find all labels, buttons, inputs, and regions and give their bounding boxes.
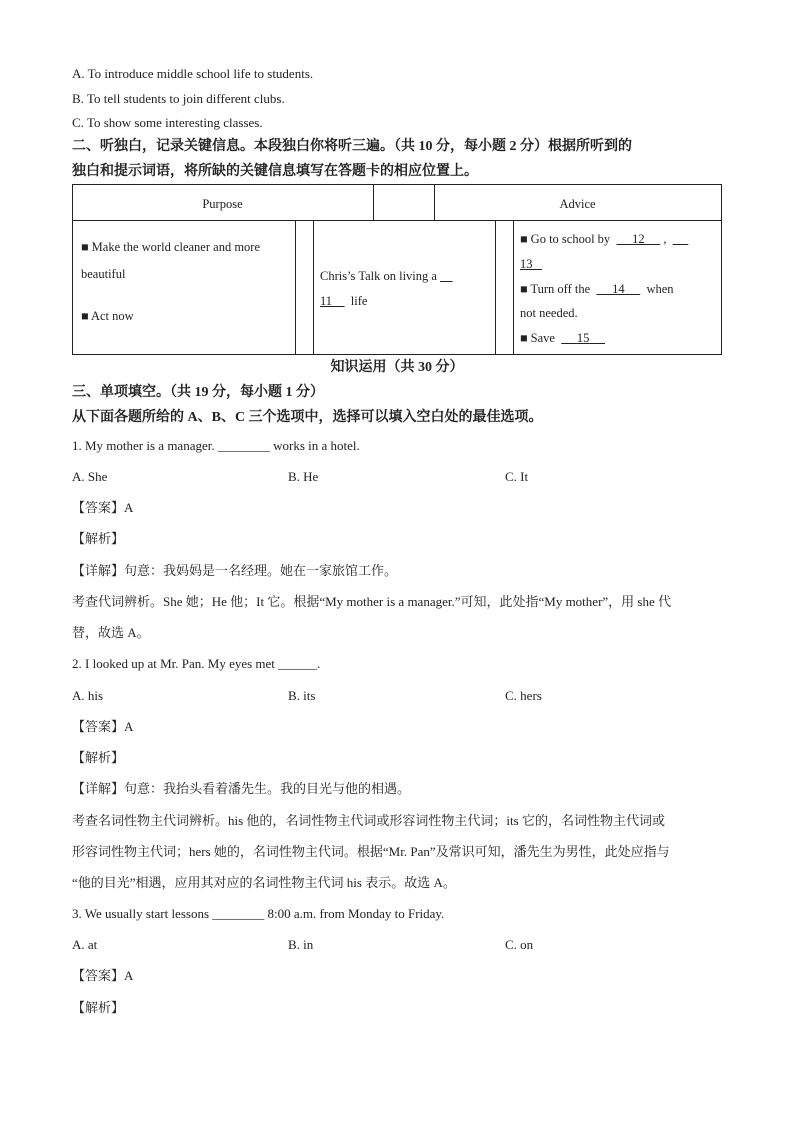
question-2-detail-2: 考查名词性物主代词辨析。his 他的，名词性物主代词或形容词性物主代词；its 它的，名词性物主代词或 [72,813,665,828]
blank-12 [616,232,660,246]
advice-item-2-when: when [646,282,674,296]
table-header-advice: Advice [559,197,596,211]
question-1-detail-3: 替，故选 A。 [72,625,150,640]
purpose-item-1-line2: beautiful [81,267,126,281]
question-1-stem: 1. My mother is a manager. ________ works in a hotel. [72,438,360,453]
middle-title-line1 [320,268,453,284]
question-2-detail-4: “他的目光”相遇，应用其对应的名词性物主代词 his 表示。故选 A。 [72,875,456,890]
question-2-option-b: B. its [288,688,316,703]
section3-title: 三、单项填空。（共 19 分，每小题 1 分） [72,385,324,400]
question-2-stem: 2. I looked up at Mr. Pan. My eyes met ______. [72,656,321,671]
question-2-option-a: A. his [72,688,104,703]
middle-title-line2 [320,293,367,309]
section3-instruction: 从下面各题所给的 A、B、C 三个选项中，选择可以填入空白处的最佳选项。 [72,410,543,425]
knowledge-title: 知识运用（共 30 分） [330,360,464,375]
question-2-answer: 【答案】A [72,719,134,734]
option-a-line: A. To introduce middle school life to students. [72,66,314,81]
advice-item-1-line1: ■ Go to school by 12 , [520,231,688,247]
blank-13-lead [673,232,689,246]
advice-item-2-line2: not needed. [520,306,578,320]
advice-item-1-text: ■ Go to school by [520,232,611,246]
middle-title-text: Chris’s Talk on living a [320,269,437,283]
blank-14 [596,282,640,296]
blank-15 [561,331,605,345]
blank-12-number: 12 [632,232,645,246]
advice-item-2-line1 [520,281,674,297]
question-1-detail-1: 【详解】句意：我妈妈是一名经理。她在一家旅馆工作。 [72,563,398,578]
purpose-item-1-line1: ■ Make the world cleaner and more [81,240,261,254]
blank-11-lead [440,269,453,283]
question-2-detail-3: 形容词性物主代词；hers 她的，名词性物主代词。根据“Mr. Pan”及常识可知，潘先生为男性，此处应指与 [72,844,670,859]
blank-14-number: 14 [612,282,625,296]
question-1-option-b: B. He [288,469,319,484]
question-3-option-c: C. on [505,937,534,952]
question-3-stem: 3. We usually start lessons ________ 8:00 a.m. from Monday to Friday. [72,906,445,921]
purpose-item-2: ■ Act now [81,309,134,323]
section2-heading-line1: 二、听独白，记录关键信息。本段独白你将听三遍。（共 10 分，每小题 2 分）根据所听到的 [72,139,632,154]
advice-item-1-line2 [520,256,542,272]
question-1-detail-2: 考查代词辨析。She 她；He 他；It 它。根据“My mother is a manager.”可知，此处指“My mother”，用 she 代 [72,594,671,609]
advice-item-3 [520,330,605,346]
blank-15-number: 15 [576,331,590,345]
table-header-purpose: Purpose [202,197,243,211]
advice-item-3-text: ■ Save [520,331,555,345]
blank-11: 11 [320,294,333,308]
option-b-line: B. To tell students to join different clubs. [72,91,285,106]
question-1-option-a: A. She [72,469,108,484]
question-2-option-c: C. hers [505,688,542,703]
question-3-answer: 【答案】A [72,968,134,983]
blank-13 [520,257,542,271]
section2-heading-line2: 独白和提示词语，将所缺的关键信息填写在答题卡的相应位置上。 [72,164,478,179]
question-1-answer: 【答案】A [72,500,134,515]
question-1-analysis: 【解析】 [72,531,125,546]
blank-13-number: 13 [520,257,533,271]
option-c-line: C. To show some interesting classes. [72,115,263,130]
question-2-analysis: 【解析】 [72,750,125,765]
question-3-option-a: A. at [72,937,98,952]
question-2-detail-1: 【详解】句意：我抬头看着潘先生。我的目光与他的相遇。 [72,781,411,796]
blank-11-tail [332,294,345,308]
middle-title-life: life [350,294,368,308]
advice-item-2-text: ■ Turn off the [520,282,591,296]
question-3-analysis: 【解析】 [72,1000,125,1015]
question-1-option-c: C. It [505,469,529,484]
question-3-option-b: B. in [288,937,314,952]
